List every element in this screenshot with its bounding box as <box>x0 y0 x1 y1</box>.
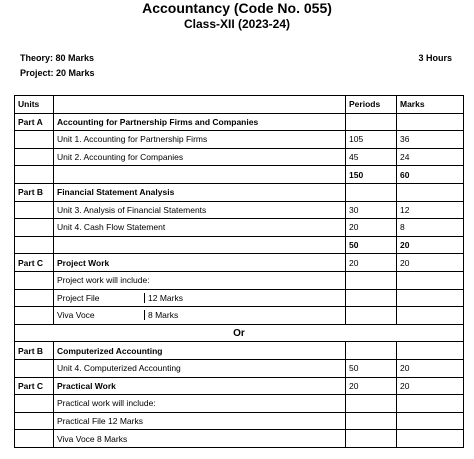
table-row <box>15 307 464 325</box>
unit-description: Financial Statement Analysis <box>54 183 346 201</box>
unit-description <box>54 236 346 254</box>
project-marks: Project: 20 Marks <box>20 68 95 78</box>
periods-cell: 30 <box>346 201 397 219</box>
periods-cell: 50 <box>346 236 397 254</box>
unit-description: Practical work will include: <box>54 395 346 413</box>
header-periods: Periods <box>346 96 397 114</box>
or-divider-row <box>15 324 464 342</box>
document-title: Accountancy (Code No. 055) <box>142 0 332 16</box>
periods-cell <box>346 113 397 131</box>
periods-cell: 20 <box>346 377 397 395</box>
header-blank <box>54 96 346 114</box>
unit-description: Project Work <box>54 254 346 272</box>
unit-description: Viva Voce 8 Marks <box>54 430 346 448</box>
unit-description: Unit 1. Accounting for Partnership Firms <box>54 131 346 149</box>
table-row <box>15 183 464 201</box>
marks-cell <box>397 395 464 413</box>
table-row <box>15 430 464 448</box>
table-row <box>15 377 464 395</box>
part-label: Part B <box>15 183 54 201</box>
marks-cell <box>397 183 464 201</box>
table-header-row <box>15 96 464 114</box>
or-label: Or <box>15 324 464 342</box>
part-label <box>15 271 54 289</box>
part-label: Part B <box>15 342 54 360</box>
unit-description <box>54 289 346 307</box>
table-row <box>15 412 464 430</box>
unit-description: Project work will include: <box>54 271 346 289</box>
part-label: Part C <box>15 254 54 272</box>
unit-description: Unit 3. Analysis of Financial Statements <box>54 201 346 219</box>
table-row <box>15 219 464 237</box>
marks-cell: 36 <box>397 131 464 149</box>
part-label <box>15 219 54 237</box>
unit-description: Unit 2. Accounting for Companies <box>54 148 346 166</box>
periods-cell <box>346 342 397 360</box>
table-row <box>15 271 464 289</box>
table-row <box>15 254 464 272</box>
marks-cell <box>397 412 464 430</box>
part-label <box>15 359 54 377</box>
component-marks: 8 Marks <box>148 310 179 321</box>
table-row <box>15 148 464 166</box>
marks-cell: 60 <box>397 166 464 184</box>
part-label <box>15 201 54 219</box>
marks-cell <box>397 342 464 360</box>
part-label <box>15 148 54 166</box>
part-label <box>15 131 54 149</box>
component-name: Viva Voce <box>54 310 145 320</box>
part-label <box>15 289 54 307</box>
marks-cell: 20 <box>397 359 464 377</box>
part-label <box>15 236 54 254</box>
duration: 3 Hours <box>418 53 452 63</box>
component-name: Project File <box>54 293 145 303</box>
unit-description: Computerized Accounting <box>54 342 346 360</box>
part-label <box>15 395 54 413</box>
component-marks: 12 Marks <box>148 292 183 303</box>
periods-cell: 50 <box>346 359 397 377</box>
part-label: Part A <box>15 113 54 131</box>
marks-cell: 20 <box>397 254 464 272</box>
table-row <box>15 166 464 184</box>
unit-description: Unit 4. Computerized Accounting <box>54 359 346 377</box>
marks-cell <box>397 113 464 131</box>
table-row <box>15 201 464 219</box>
periods-cell <box>346 289 397 307</box>
periods-cell: 20 <box>346 254 397 272</box>
unit-description <box>54 307 346 325</box>
periods-cell: 150 <box>346 166 397 184</box>
header-units: Units <box>15 96 54 114</box>
table-row <box>15 236 464 254</box>
periods-cell: 20 <box>346 219 397 237</box>
periods-cell: 105 <box>346 131 397 149</box>
marks-cell: 8 <box>397 219 464 237</box>
periods-cell <box>346 307 397 325</box>
syllabus-table <box>14 95 464 448</box>
marks-cell <box>397 307 464 325</box>
periods-cell <box>346 412 397 430</box>
table-row <box>15 131 464 149</box>
part-label <box>15 166 54 184</box>
theory-marks: Theory: 80 Marks <box>20 53 95 63</box>
marks-cell: 24 <box>397 148 464 166</box>
marks-cell <box>397 430 464 448</box>
periods-cell: 45 <box>346 148 397 166</box>
table-row <box>15 342 464 360</box>
part-label <box>15 430 54 448</box>
table-row <box>15 113 464 131</box>
periods-cell <box>346 183 397 201</box>
table-row <box>15 289 464 307</box>
marks-cell <box>397 271 464 289</box>
unit-description: Practical Work <box>54 377 346 395</box>
unit-description: Unit 4. Cash Flow Statement <box>54 219 346 237</box>
unit-description: Practical File 12 Marks <box>54 412 346 430</box>
marks-cell <box>397 289 464 307</box>
unit-description: Accounting for Partnership Firms and Companies <box>54 113 346 131</box>
unit-description <box>54 166 346 184</box>
header-marks: Marks <box>397 96 464 114</box>
periods-cell <box>346 395 397 413</box>
periods-cell <box>346 271 397 289</box>
table-row <box>15 395 464 413</box>
periods-cell <box>346 430 397 448</box>
marks-cell: 20 <box>397 236 464 254</box>
part-label <box>15 307 54 325</box>
document-subtitle: Class-XII (2023-24) <box>183 17 291 31</box>
part-label: Part C <box>15 377 54 395</box>
marks-cell: 12 <box>397 201 464 219</box>
table-row <box>15 359 464 377</box>
marks-cell: 20 <box>397 377 464 395</box>
part-label <box>15 412 54 430</box>
